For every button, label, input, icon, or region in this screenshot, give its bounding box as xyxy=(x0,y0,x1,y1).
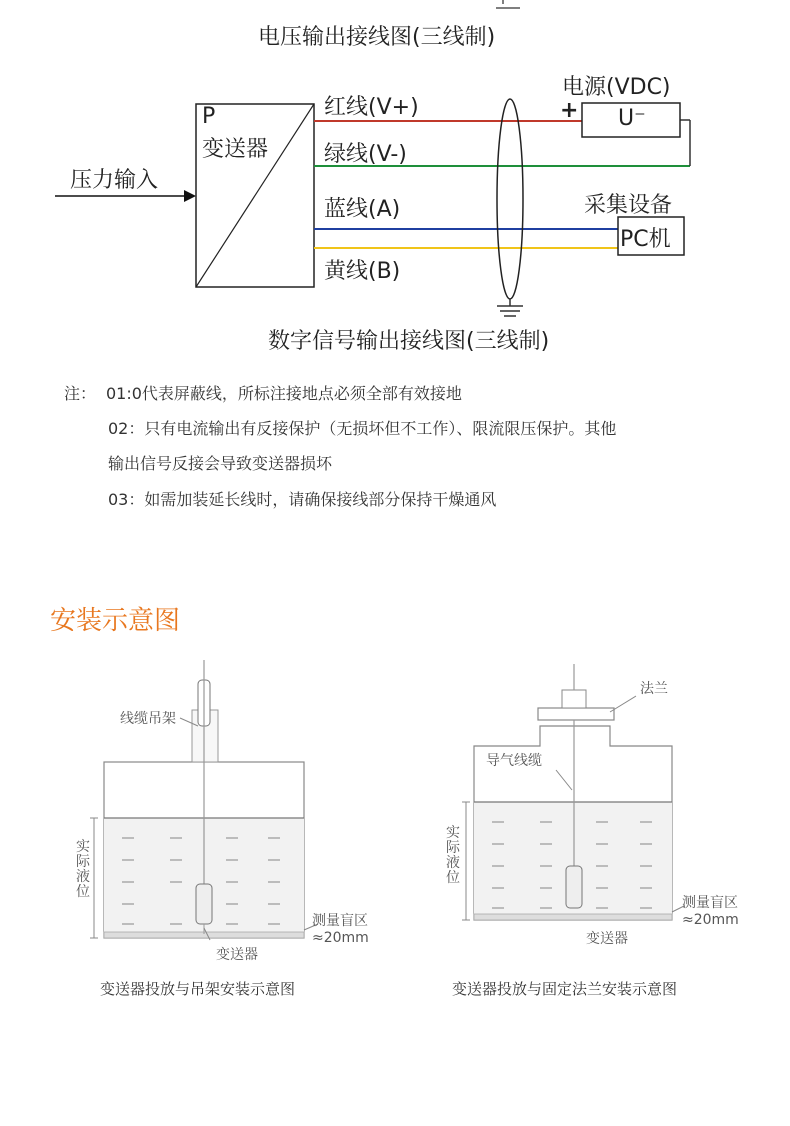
right-blind-value: ≈20mm xyxy=(682,912,739,928)
digital-wiring-title: 数字信号输出接线图(三线制) xyxy=(268,329,550,354)
vent-cable-label: 导气线缆 xyxy=(486,753,542,769)
left-blind-value: ≈20mm xyxy=(312,930,369,946)
transmitter-name-label: 变送器 xyxy=(202,137,269,162)
flange-label: 法兰 xyxy=(640,681,668,697)
voltage-wiring-title: 电压输出接线图(三线制) xyxy=(258,25,496,50)
blue-wire-label: 蓝线(A) xyxy=(324,197,401,222)
pc-box-label: PC机 xyxy=(620,227,671,252)
power-plus: + xyxy=(560,98,579,123)
notes-prefix: 注： xyxy=(64,384,97,403)
right-actual-level-label: 实际液位 xyxy=(446,825,460,886)
note-02-line1: 02：只有电流输出有反接保护（无损坏但不工作）、限流限压保护。其他 xyxy=(108,419,617,438)
collector-label: 采集设备 xyxy=(584,193,673,218)
note-03: 03：如需加装延长线时，请确保接线部分保持干燥通风 xyxy=(108,490,497,509)
right-transmitter-label: 变送器 xyxy=(586,931,628,947)
shield-ellipse xyxy=(497,99,523,299)
power-box-label: U⁻ xyxy=(618,106,646,131)
right-install-diagram xyxy=(462,664,684,920)
left-transmitter-label: 变送器 xyxy=(216,947,258,963)
install-section-title: 安装示意图 xyxy=(50,606,181,636)
red-wire-label: 红线(V+) xyxy=(324,95,419,120)
left-install-diagram xyxy=(90,660,318,940)
note-01: 01:0代表屏蔽线，所标注接地点必须全部有效接地 xyxy=(106,384,462,403)
yellow-wire-label: 黄线(B) xyxy=(324,259,401,284)
right-install-caption: 变送器投放与固定法兰安装示意图 xyxy=(452,980,678,998)
ground-icon xyxy=(497,299,523,316)
left-blind-zone-label: 测量盲区 xyxy=(312,913,368,929)
right-blind-zone-label: 测量盲区 xyxy=(682,895,738,911)
cable-hanger-label: 线缆吊架 xyxy=(120,711,176,727)
left-actual-level-label: 实际液位 xyxy=(76,839,90,900)
top-ground-icon xyxy=(496,0,520,8)
note-02-line2: 输出信号反接会导致变送器损坏 xyxy=(108,454,333,473)
power-label: 电源(VDC) xyxy=(562,75,671,100)
green-wire-label: 绿线(V-) xyxy=(324,142,407,167)
left-install-caption: 变送器投放与吊架安装示意图 xyxy=(100,980,296,998)
pressure-input-label: 压力输入 xyxy=(70,168,159,193)
transmitter-p-label: P xyxy=(202,104,216,129)
